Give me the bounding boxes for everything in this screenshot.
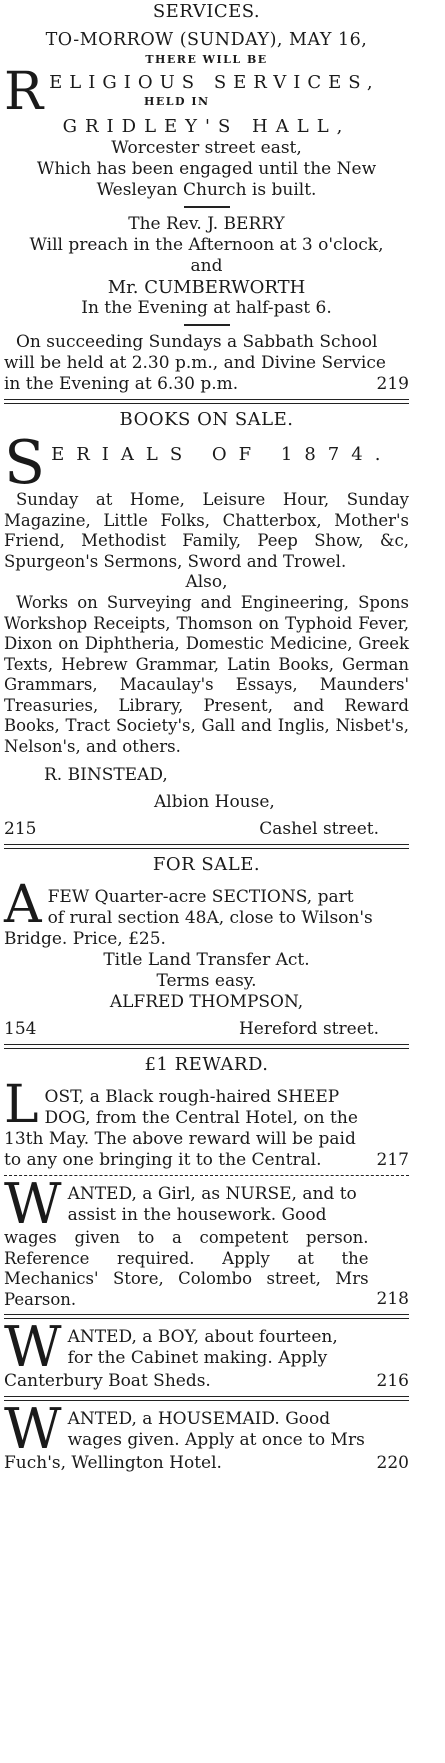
maid-line-2: wages given. Apply at once to Mrs xyxy=(67,1430,365,1450)
reward-ad xyxy=(4,1053,409,1171)
albion-house: Albion House, xyxy=(154,792,275,812)
succeeding-line-2: will be held at 2.30 p.m., and Divine Service xyxy=(4,353,386,373)
boy-line-2: for the Cabinet making. Apply xyxy=(67,1348,328,1368)
for-sale-heading: FOR SALE. xyxy=(152,854,261,875)
ad-number: 216 xyxy=(376,1371,409,1391)
for-sale-line-2: of rural section 48A, close to Wilson's xyxy=(47,908,373,928)
section-divider xyxy=(4,1314,409,1319)
divider xyxy=(184,324,230,326)
hall-street: Worcester street east, xyxy=(111,138,302,158)
services-ad xyxy=(4,0,409,395)
books-paragraph-1: Sunday at Home, Leisure Hour, Sunday Magazine, Little Folks, Chatterbox, Mother's Friend, Methodist Family, Peep Show, &c, Spurgeon's Sermons, Sword and Trowel. xyxy=(4,490,409,571)
also-line: Also, xyxy=(185,572,228,592)
nurse-line-1: ANTED, a Girl, as NURSE, and to xyxy=(67,1184,357,1204)
ad-number: 220 xyxy=(376,1453,409,1473)
hall-name: GRIDLEY'S HALL, xyxy=(62,116,351,137)
rev-berry: The Rev. J. BERRY xyxy=(128,214,285,234)
section-divider xyxy=(4,1396,409,1401)
section-divider xyxy=(4,399,409,404)
wanted-nurse-ad xyxy=(4,1172,409,1310)
section-divider xyxy=(4,1175,409,1176)
drop-letter-w: W xyxy=(4,1315,62,1380)
boy-line-3: Canterbury Boat Sheds. xyxy=(4,1371,211,1391)
wanted-housemaid-ad xyxy=(4,1397,409,1474)
cashel-street: Cashel street. xyxy=(259,819,379,839)
books-ad xyxy=(4,408,409,840)
there-will-be: THERE WILL BE xyxy=(145,53,268,66)
wanted-boy-ad xyxy=(4,1315,409,1392)
religious-services: ELIGIOUS SERVICES, xyxy=(49,72,380,93)
for-sale-line-1: FEW Quarter-acre SECTIONS, part xyxy=(47,887,354,907)
newspaper-column xyxy=(4,0,409,1474)
evening-line: In the Evening at half-past 6. xyxy=(81,298,332,318)
maid-line-3: Fuch's, Wellington Hotel. xyxy=(4,1453,222,1473)
which-line-2: Wesleyan Church is built. xyxy=(96,180,317,200)
ad-number: 219 xyxy=(376,374,409,394)
held-in: HELD IN xyxy=(144,95,210,108)
title-line: Title Land Transfer Act. xyxy=(103,950,310,970)
succeeding-line-3: in the Evening at 6.30 p.m. xyxy=(4,374,239,394)
thompson-name: ALFRED THOMPSON, xyxy=(109,992,304,1012)
which-line-1: Which has been engaged until the New xyxy=(36,159,377,179)
drop-letter-r: R xyxy=(4,62,44,122)
drop-letter-w: W xyxy=(4,1397,62,1462)
ad-number: 217 xyxy=(376,1150,409,1170)
services-date-line: TO-MORROW (SUNDAY), MAY 16, xyxy=(45,30,368,50)
ad-number: 215 xyxy=(4,819,37,839)
reward-line-4: to any one bringing it to the Central. xyxy=(4,1150,322,1170)
ad-number: 154 xyxy=(4,1019,37,1039)
binstead-name: R. BINSTEAD, xyxy=(44,765,168,785)
maid-line-1: ANTED, a HOUSEMAID. Good xyxy=(67,1409,331,1429)
section-divider xyxy=(4,844,409,849)
reward-line-3: 13th May. The above reward will be paid xyxy=(4,1129,356,1149)
preach-line: Will preach in the Afternoon at 3 o'clock, xyxy=(29,235,384,255)
drop-letter-a: A xyxy=(4,875,42,935)
section-divider xyxy=(4,1044,409,1049)
drop-letter-s: S xyxy=(4,428,46,498)
and-line: and xyxy=(190,256,223,276)
books-heading: BOOKS ON SALE. xyxy=(119,409,294,430)
reward-heading: £1 REWARD. xyxy=(144,1054,269,1075)
books-paragraph-2: Works on Surveying and Engineering, Spons Workshop Receipts, Thomson on Typhoid Fever, Dixon on Diphtheria, Domestic Medicine, Greek Texts, Hebrew Grammar, Latin Books, German Grammars, Macaulay's Essays, Maunders' Treasuries, Library, Present, and Reward Books, Tract Society's, Gall and Inglis, Nisbet's, Nelson's, and others. xyxy=(4,593,409,756)
for-sale-line-3: Bridge. Price, £25. xyxy=(4,929,166,949)
nurse-line-3: wages given to a competent person. Reference required. Apply at the Mechanics' Store, Colombo street, Mrs Pearson. xyxy=(4,1228,369,1309)
reward-line-1: OST, a Black rough-haired SHEEP xyxy=(44,1087,340,1107)
hereford-street: Hereford street. xyxy=(238,1019,379,1039)
mr-cumberworth: Mr. CUMBERWORTH xyxy=(107,277,306,298)
serials-heading: ERIALS OF 1874. xyxy=(51,444,393,465)
drop-letter-w: W xyxy=(4,1172,62,1237)
terms-line: Terms easy. xyxy=(156,971,257,991)
ad-number: 218 xyxy=(376,1289,409,1309)
services-heading: SERVICES. xyxy=(152,1,261,22)
reward-line-2: DOG, from the Central Hotel, on the xyxy=(44,1108,358,1128)
nurse-line-2: assist in the housework. Good xyxy=(67,1205,327,1225)
boy-line-1: ANTED, a BOY, about fourteen, xyxy=(67,1327,338,1347)
succeeding-line-1: On succeeding Sundays a Sabbath School xyxy=(16,332,378,352)
drop-letter-l: L xyxy=(4,1075,39,1135)
for-sale-ad xyxy=(4,853,409,1040)
divider xyxy=(184,206,230,208)
